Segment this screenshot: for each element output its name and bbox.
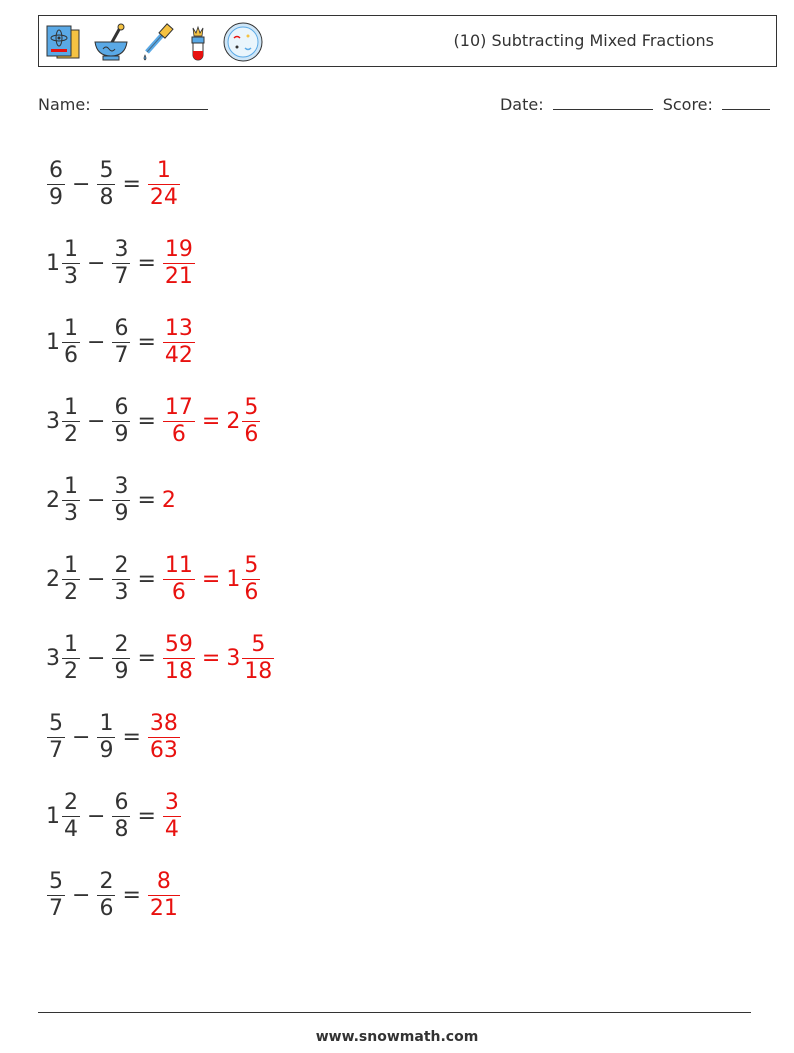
equals-sign: = [122, 883, 141, 908]
answer-fraction [163, 790, 181, 844]
minuend-denominator: 9 [49, 185, 63, 211]
answer-denominator: 4 [164, 817, 179, 843]
answer-numerator: 1 [156, 157, 171, 183]
equals-sign: = [137, 567, 156, 592]
minuend-numerator: 6 [49, 157, 63, 183]
equals-sign: = [122, 725, 141, 750]
answer-fraction [148, 869, 180, 923]
minuend-numerator: 1 [64, 552, 78, 578]
subtrahend-denominator: 7 [114, 343, 129, 369]
minuend-whole: 1 [46, 330, 60, 355]
minuend-whole: 3 [46, 409, 60, 434]
answer [162, 553, 261, 607]
answer-denominator: 63 [149, 738, 178, 764]
answer-mixed-fraction [242, 553, 260, 607]
subtrahend-denominator: 9 [114, 659, 129, 685]
subtrahend-numerator: 1 [99, 710, 114, 736]
header-icons [43, 20, 265, 64]
subtrahend-numerator: 2 [99, 868, 114, 894]
minus-sign: − [87, 251, 106, 276]
subtrahend-numerator: 6 [114, 789, 129, 815]
worksheet-header [38, 15, 777, 67]
date-blank[interactable] [553, 93, 653, 110]
minus-sign: − [72, 883, 91, 908]
minuend-denominator: 4 [64, 817, 78, 843]
answer-mixed-fraction [242, 632, 274, 686]
minuend-denominator: 3 [64, 264, 78, 290]
minus-sign: − [87, 804, 106, 829]
equals-sign: = [122, 172, 141, 197]
answer-fraction [163, 553, 195, 607]
minuend-whole: 1 [46, 251, 60, 276]
minus-sign: − [87, 330, 106, 355]
minuend-fraction [47, 158, 65, 212]
equals-sign: = [137, 251, 156, 276]
answer-numerator: 13 [164, 315, 193, 341]
date-label: Date: [499, 95, 544, 114]
subtrahend-denominator: 6 [99, 896, 114, 922]
subtrahend-fraction [112, 316, 130, 370]
answer-numerator: 3 [164, 789, 179, 815]
answer-fraction [148, 711, 180, 765]
minus-sign: − [87, 646, 106, 671]
date-score-fields [500, 93, 770, 116]
answer-mixed-numerator: 5 [251, 631, 266, 657]
answer-mixed-whole: 3 [226, 646, 241, 671]
minus-sign: − [87, 567, 106, 592]
answer-numerator: 38 [149, 710, 178, 736]
page-title: (10) Subtracting Mixed Fractions [453, 31, 714, 50]
minuend-fraction [62, 474, 80, 528]
equals-sign: = [137, 646, 156, 671]
minuend-whole: 1 [46, 804, 60, 829]
minuend-numerator: 1 [64, 236, 78, 262]
minus-sign: − [72, 172, 91, 197]
problem-row [46, 224, 275, 303]
subtrahend-fraction [97, 869, 115, 923]
minuend-numerator: 5 [49, 868, 63, 894]
date-field [500, 93, 653, 116]
minuend-fraction [62, 395, 80, 449]
answer-fraction [163, 395, 195, 449]
minuend-numerator: 1 [64, 631, 78, 657]
answer-denominator: 24 [149, 185, 178, 211]
problem-list [46, 145, 275, 935]
answer [162, 488, 176, 513]
dropper-icon [139, 22, 175, 62]
minuend-fraction [47, 869, 65, 923]
minuend-fraction [62, 316, 80, 370]
name-blank[interactable] [100, 93, 208, 110]
answer-mixed-denominator: 6 [244, 422, 259, 448]
mortar-pestle-icon [91, 22, 131, 62]
answer-mixed-numerator: 5 [244, 552, 259, 578]
footer-url: www.snowmath.com [315, 1029, 479, 1045]
problem-row [46, 145, 275, 224]
answer [162, 237, 196, 291]
subtrahend-fraction [97, 158, 115, 212]
subtrahend-denominator: 9 [99, 738, 114, 764]
score-blank[interactable] [722, 93, 770, 110]
minuend-numerator: 2 [64, 789, 78, 815]
minuend-fraction [62, 553, 80, 607]
minuend-whole: 2 [46, 567, 60, 592]
subtrahend-fraction [112, 474, 130, 528]
minuend-denominator: 2 [64, 659, 78, 685]
answer [162, 316, 196, 370]
minuend-numerator: 1 [64, 473, 78, 499]
subtrahend-numerator: 3 [114, 473, 129, 499]
answer-numerator: 59 [164, 631, 193, 657]
answer [162, 790, 182, 844]
minus-sign: − [72, 725, 91, 750]
answer-denominator: 6 [171, 422, 186, 448]
answer-denominator: 42 [164, 343, 193, 369]
answer-numerator: 19 [164, 236, 193, 262]
minuend-denominator: 7 [49, 896, 63, 922]
answer-denominator: 6 [171, 580, 186, 606]
answer [162, 632, 275, 686]
answer [147, 158, 181, 212]
answer-denominator: 18 [164, 659, 193, 685]
answer-denominator: 21 [164, 264, 193, 290]
answer-denominator: 21 [149, 896, 178, 922]
equals-sign: = [137, 488, 156, 513]
petri-dish-icon [221, 20, 265, 64]
subtrahend-numerator: 5 [99, 157, 114, 183]
answer-numerator: 8 [156, 868, 171, 894]
problem-row [46, 461, 275, 540]
minuend-fraction [62, 237, 80, 291]
answer-numerator: 11 [164, 552, 193, 578]
minuend-denominator: 6 [64, 343, 78, 369]
subtrahend-denominator: 3 [114, 580, 129, 606]
answer-mixed-whole: 1 [226, 567, 241, 592]
answer [147, 711, 181, 765]
problem-row [46, 540, 275, 619]
subtrahend-numerator: 6 [114, 315, 129, 341]
answer-equals-sign: = [201, 409, 221, 434]
answer-equals-sign: = [201, 567, 221, 592]
subtrahend-fraction [112, 395, 130, 449]
subtrahend-denominator: 9 [114, 422, 129, 448]
answer-mixed-fraction [242, 395, 260, 449]
minus-sign: − [87, 409, 106, 434]
minuend-whole: 3 [46, 646, 60, 671]
answer-fraction [163, 316, 195, 370]
answer [162, 395, 261, 449]
subtrahend-denominator: 7 [114, 264, 129, 290]
minuend-denominator: 2 [64, 422, 78, 448]
subtrahend-numerator: 3 [114, 236, 129, 262]
problem-row [46, 777, 275, 856]
science-book-icon [43, 22, 83, 62]
equals-sign: = [137, 330, 156, 355]
equals-sign: = [137, 409, 156, 434]
subtrahend-numerator: 2 [114, 631, 129, 657]
answer [147, 869, 181, 923]
name-field [38, 93, 208, 116]
answer-fraction [163, 237, 195, 291]
answer-equals-sign: = [201, 646, 221, 671]
problem-row [46, 698, 275, 777]
subtrahend-denominator: 8 [99, 185, 114, 211]
subtrahend-fraction [112, 632, 130, 686]
problem-row [46, 619, 275, 698]
subtrahend-denominator: 9 [114, 501, 129, 527]
subtrahend-fraction [112, 553, 130, 607]
answer-mixed-denominator: 18 [244, 659, 273, 685]
minuend-denominator: 3 [64, 501, 78, 527]
answer-mixed-denominator: 6 [244, 580, 259, 606]
score-label: Score: [662, 95, 713, 114]
minuend-denominator: 2 [64, 580, 78, 606]
subtrahend-fraction [97, 711, 115, 765]
name-label: Name: [38, 95, 91, 114]
minuend-numerator: 1 [64, 315, 78, 341]
minuend-numerator: 5 [49, 710, 63, 736]
minuend-denominator: 7 [49, 738, 63, 764]
minuend-fraction [62, 790, 80, 844]
score-field [663, 93, 770, 116]
problem-row [46, 382, 275, 461]
answer-fraction [163, 632, 195, 686]
answer-mixed-numerator: 5 [244, 394, 259, 420]
problem-row [46, 856, 275, 935]
answer-whole: 2 [161, 488, 176, 513]
subtrahend-fraction [112, 790, 130, 844]
minuend-numerator: 1 [64, 394, 78, 420]
minus-sign: − [87, 488, 106, 513]
minuend-whole: 2 [46, 488, 60, 513]
subtrahend-numerator: 6 [114, 394, 129, 420]
answer-numerator: 17 [164, 394, 193, 420]
answer-mixed-whole: 2 [226, 409, 241, 434]
equals-sign: = [137, 804, 156, 829]
minuend-fraction [47, 711, 65, 765]
subtrahend-fraction [112, 237, 130, 291]
test-tube-icon [183, 22, 213, 62]
subtrahend-numerator: 2 [114, 552, 129, 578]
footer-divider [38, 1012, 751, 1013]
subtrahend-denominator: 8 [114, 817, 129, 843]
minuend-fraction [62, 632, 80, 686]
problem-row [46, 303, 275, 382]
answer-fraction [148, 158, 180, 212]
